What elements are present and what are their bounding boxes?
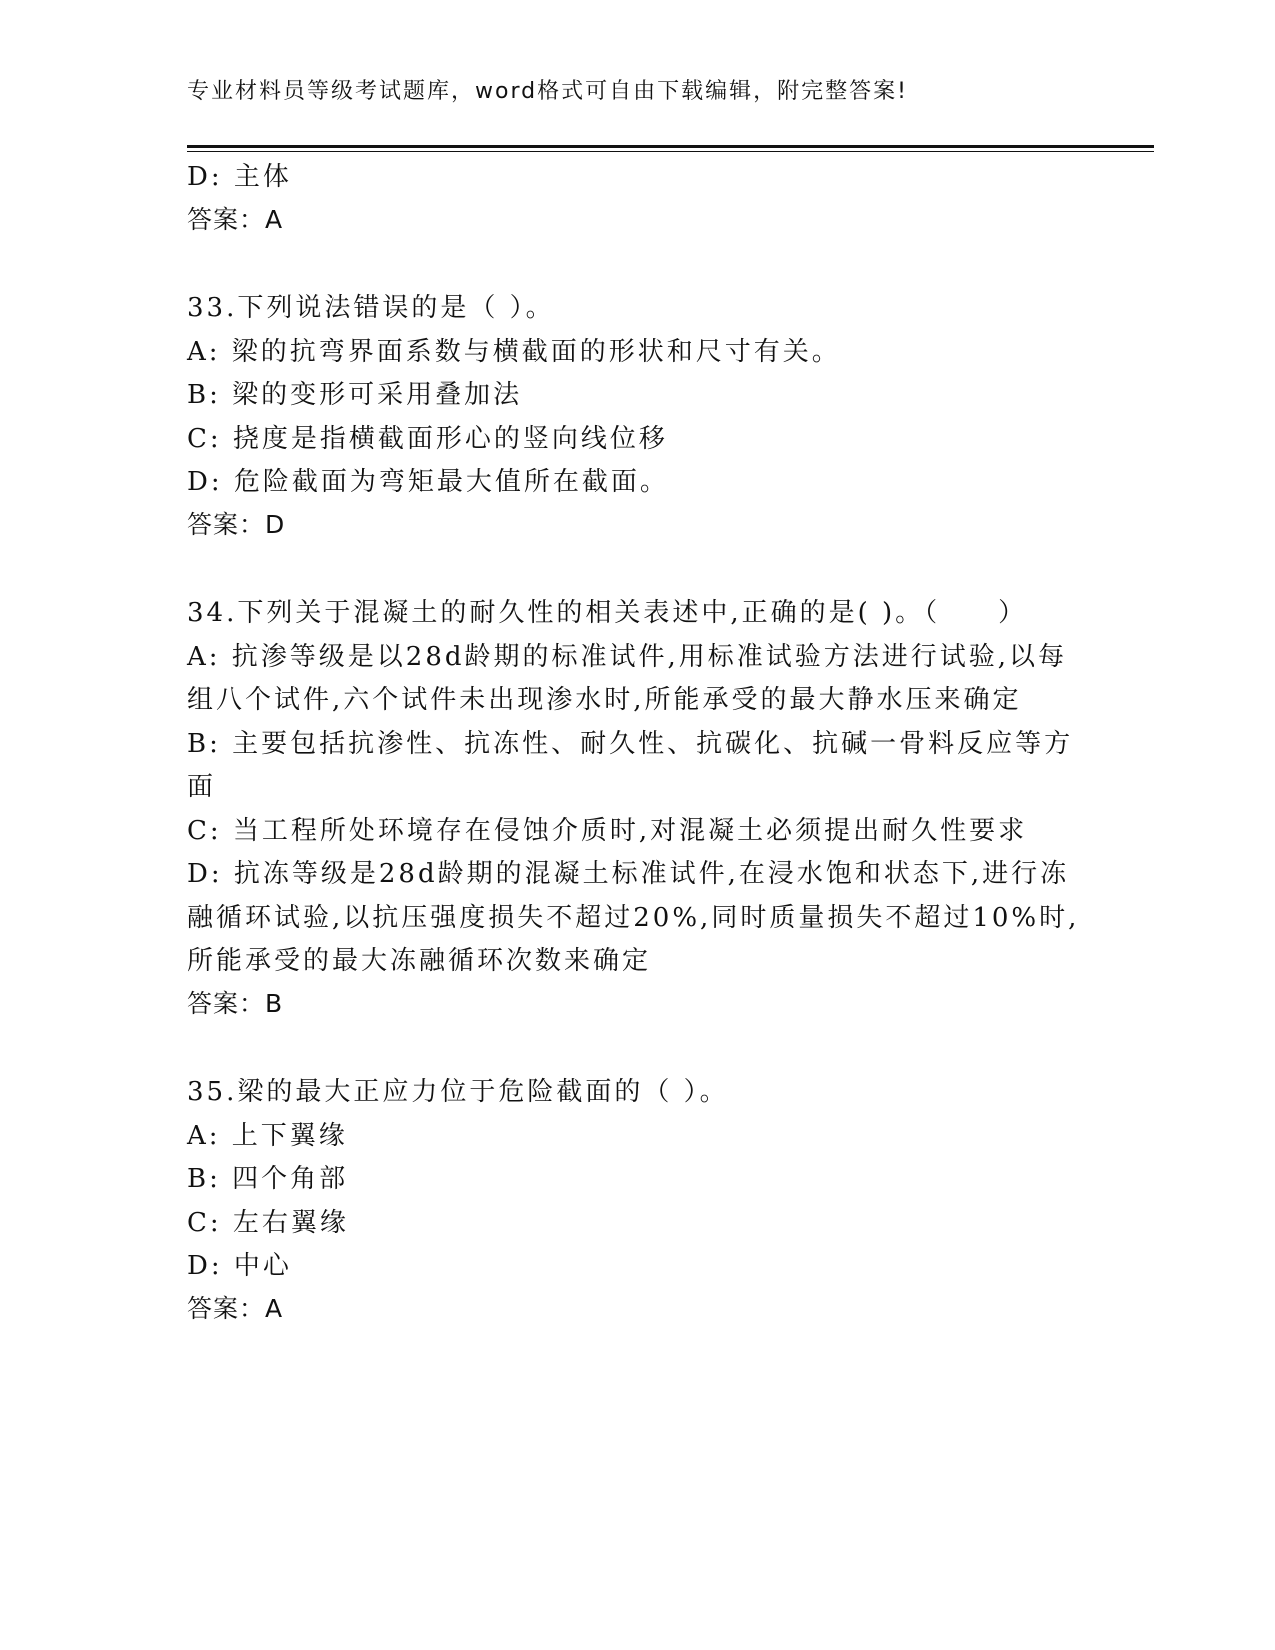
q34-option-a-line1: A: 抗渗等级是以28d龄期的标准试件,用标准试验方法进行试验,以每 — [187, 642, 1068, 672]
q34-option-b-line1: B: 主要包括抗渗性、抗冻性、耐久性、抗碳化、抗碱一骨料反应等方 — [187, 729, 1074, 759]
q34-option-d-line3: 所能承受的最大冻融循环次数来确定 — [187, 946, 652, 976]
q34-question: 34.下列关于混凝土的耐久性的相关表述中,正确的是( )。（ ） — [187, 598, 1028, 628]
q35-answer: 答案：A — [187, 1294, 284, 1323]
q32-option-d: D: 主体 — [187, 162, 292, 192]
q34-option-c: C: 当工程所处环境存在侵蚀介质时,对混凝土必须提出耐久性要求 — [187, 816, 1028, 846]
q35-option-d: D: 中心 — [187, 1251, 292, 1281]
q33-answer: 答案：D — [187, 510, 286, 539]
q35-option-a: A: 上下翼缘 — [187, 1121, 348, 1151]
q33-question: 33.下列说法错误的是（ ）。 — [187, 293, 555, 323]
q33-option-b: B: 梁的变形可采用叠加法 — [187, 380, 523, 410]
q33-option-a: A: 梁的抗弯界面系数与横截面的形状和尺寸有关。 — [187, 337, 841, 367]
q35-option-c: C: 左右翼缘 — [187, 1208, 349, 1238]
q35-question: 35.梁的最大正应力位于危险截面的（ ）。 — [187, 1077, 729, 1107]
q33-option-d: D: 危险截面为弯矩最大值所在截面。 — [187, 467, 669, 497]
q34-answer: 答案：B — [187, 989, 284, 1018]
q34-option-d-line2: 融循环试验,以抗压强度损失不超过20%,同时质量损失不超过10%时, — [187, 903, 1080, 933]
q35-option-b: B: 四个角部 — [187, 1164, 349, 1194]
q34-option-b-line2: 面 — [187, 772, 217, 802]
q34-option-d-line1: D: 抗冻等级是28d龄期的混凝土标准试件,在浸水饱和状态下,进行冻 — [187, 859, 1070, 889]
q32-answer: 答案：A — [187, 205, 284, 234]
q33-option-c: C: 挠度是指横截面形心的竖向线位移 — [187, 424, 668, 454]
header-rule-thin — [187, 151, 1154, 152]
page-header: 专业材料员等级考试题库，word格式可自由下载编辑，附完整答案! — [187, 79, 908, 104]
q34-option-a-line2: 组八个试件,六个试件未出现渗水时,所能承受的最大静水压来确定 — [187, 685, 1022, 715]
header-rule-thick — [187, 145, 1154, 148]
